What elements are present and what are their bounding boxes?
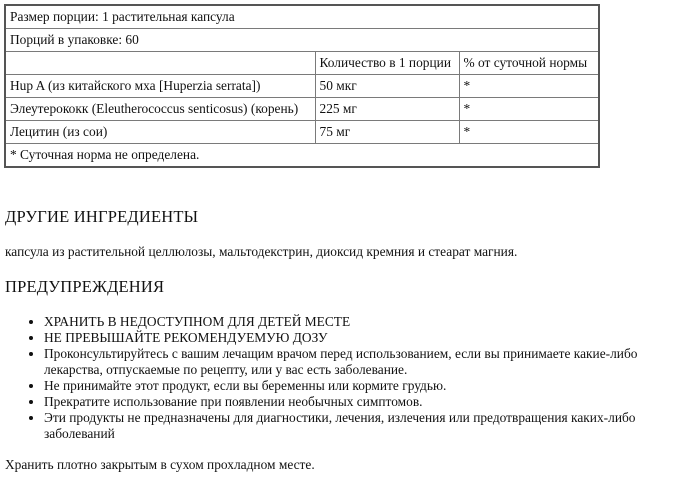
servings-per-container-row bbox=[5, 29, 599, 52]
header-amount-cell: Количество в 1 порции bbox=[315, 52, 459, 75]
ingredient-name-cell: Элеутерококк (Eleutherococcus senticosus) (корень) bbox=[5, 98, 315, 121]
ingredient-name-cell: Лецитин (из сои) bbox=[5, 121, 315, 144]
serving-size-cell: Размер порции: 1 растительная капсула bbox=[5, 5, 599, 29]
footnote-row bbox=[5, 144, 599, 168]
header-daily-value-cell: % от суточной нормы bbox=[459, 52, 599, 75]
ingredient-amount-cell: 50 мкг bbox=[315, 75, 459, 98]
warning-item: • Эти продукты не предназначены для диагностики, лечения, излечения или предотвращения каких-либо заболеваний bbox=[44, 410, 674, 442]
warning-item: • ХРАНИТЬ В НЕДОСТУПНОМ ДЛЯ ДЕТЕЙ МЕСТЕ bbox=[44, 314, 674, 330]
ingredient-name-cell: Hup A (из китайского мха [Huperzia serrata]) bbox=[5, 75, 315, 98]
footnote-cell: * Суточная норма не определена. bbox=[5, 144, 599, 168]
table-row bbox=[5, 98, 599, 121]
warnings-heading: ПРЕДУПРЕЖДЕНИЯ bbox=[5, 277, 165, 296]
ingredient-amount-cell: 225 мг bbox=[315, 98, 459, 121]
table-row bbox=[5, 121, 599, 144]
table-header-row bbox=[5, 52, 599, 75]
warning-item: • НЕ ПРЕВЫШАЙТЕ РЕКОМЕНДУЕМУЮ ДОЗУ bbox=[44, 330, 674, 346]
table-row bbox=[5, 75, 599, 98]
ingredient-dv-cell: * bbox=[459, 98, 599, 121]
supplement-facts-table bbox=[4, 4, 600, 168]
serving-size-row bbox=[5, 5, 599, 29]
other-ingredients-text: капсула из растительной целлюлозы, мальтодекстрин, диоксид кремния и стеарат магния. bbox=[5, 244, 518, 259]
ingredient-amount-cell: 75 мг bbox=[315, 121, 459, 144]
ingredient-dv-cell: * bbox=[459, 75, 599, 98]
warnings-list bbox=[25, 314, 674, 442]
storage-text: Хранить плотно закрытым в сухом прохладном месте. bbox=[5, 457, 315, 472]
other-ingredients-heading: ДРУГИЕ ИНГРЕДИЕНТЫ bbox=[5, 207, 199, 226]
warning-item: • Прекратите использование при появлении необычных симптомов. bbox=[44, 394, 674, 410]
servings-per-container-cell: Порций в упаковке: 60 bbox=[5, 29, 599, 52]
ingredient-dv-cell: * bbox=[459, 121, 599, 144]
warning-item: • Проконсультируйтесь с вашим лечащим врачом перед использованием, если вы принимаете какие-либо лекарства, отпускаемые по рецепту, или у вас есть заболевание. bbox=[44, 346, 674, 378]
header-blank-cell bbox=[5, 52, 315, 75]
warning-item: • Не принимайте этот продукт, если вы беременны или кормите грудью. bbox=[44, 378, 674, 394]
